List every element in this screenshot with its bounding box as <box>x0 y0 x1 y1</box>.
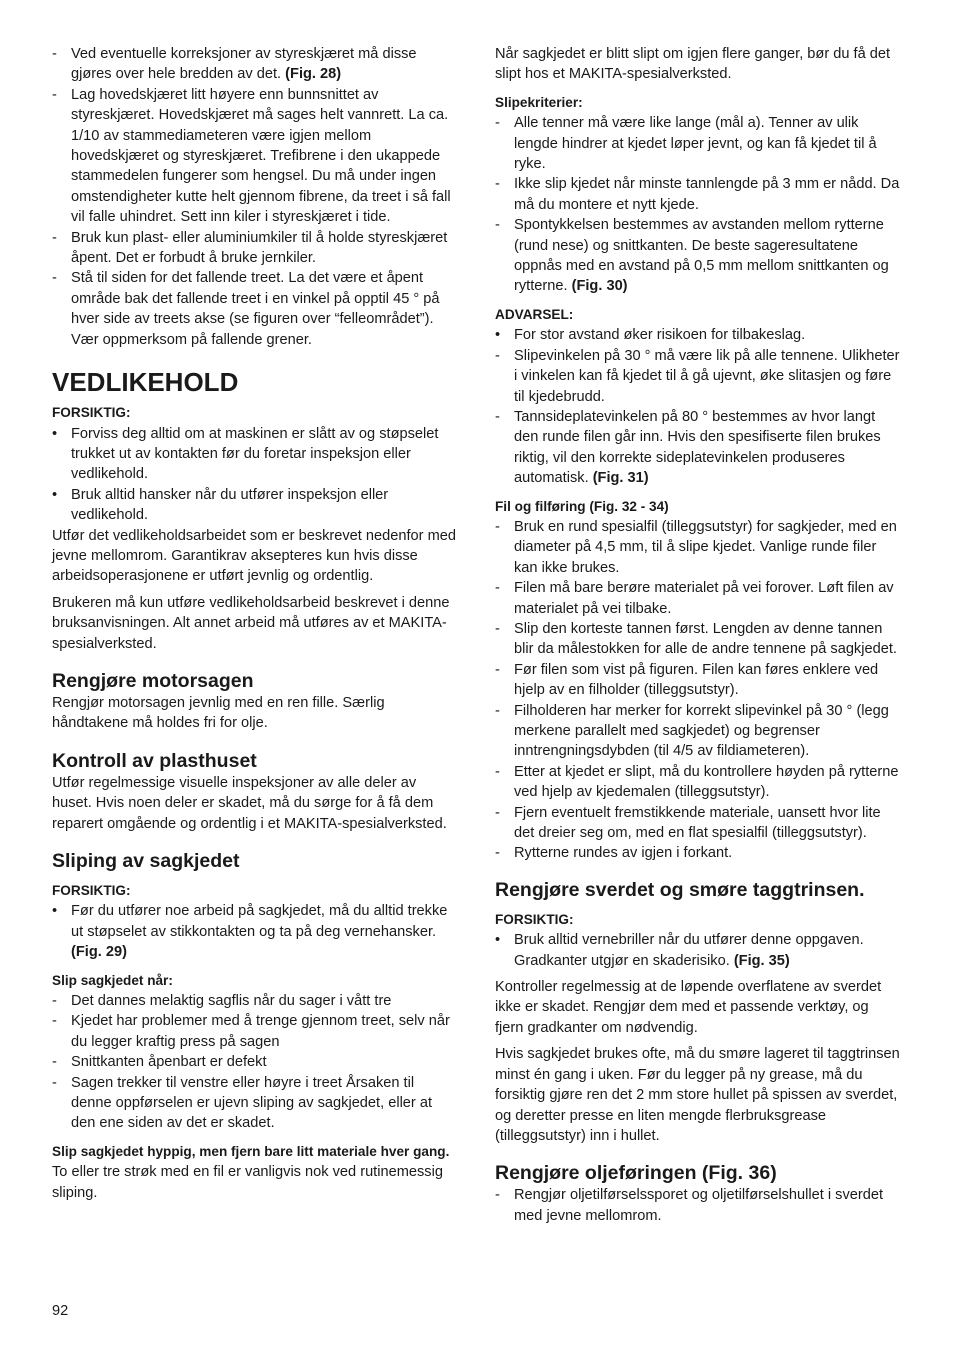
left-column <box>52 44 456 1203</box>
paragraph: Utfør regelmessige visuelle inspeksjoner av alle deler av huset. Hvis noen deler er skadet, må du sørge for å få dem reparert omgående og ordentlig i et MAKITA-spesialverksted. <box>52 774 447 832</box>
criteria-label: Slipekriterier: <box>495 94 583 110</box>
list-item: - Kjedet har problemer med å trenge gjennom treet, selv når du legger kraftig press på sagen <box>52 1013 450 1050</box>
list-item: - Lag hovedskjæret litt høyere enn bunnsnittet av styreskjæret. Hovedskjæret må sages helt vannrett. La ca. 1/10 av stammediameteren være igjen mellom hovedskjæret og styreskjæret. Trefibrene i den ukappede stammedelen fungerer som hengsel. Du må under ingen omstendigheter kutte helt gjennom fibrene, da treet i så fall vil falle uhindret. Sett inn kiler i styreskjæret i tide. <box>52 86 451 226</box>
list-item: - Snittkanten åpenbart er defekt <box>52 1054 267 1071</box>
list-item: - Før filen som vist på figuren. Filen kan føres enklere ved hjelp av en filholder (tilleggsutstyr). <box>495 661 879 699</box>
list-item: - Ved eventuelle korreksjoner av styreskjæret må disse gjøres over hele bredden av det. (Fig. 28) <box>52 46 417 83</box>
file-list <box>495 517 900 864</box>
list-item: - Stå til siden for det fallende treet. La det være et åpent område bak det fallende treet i en vinkel på opptil 45 ° på hver side av treets akse (se figuren over “felleområdet”). Vær oppmerksom på fallende grener. <box>52 270 440 348</box>
list-item: - Ikke slip kjedet når minste tannlengde på 3 mm er nådd. Da må du montere et nytt kjede. <box>495 176 900 213</box>
paragraph: Utfør det vedlikeholdsarbeidet som er beskrevet nedenfor med jevne mellomrom. Garantikrav aksepteres kun hvis disse arbeidsoperasjonene er utført jevnlig og ordentlig. <box>52 527 456 585</box>
list-item: • For stor avstand øker risikoen for tilbakeslag. <box>495 327 806 344</box>
list-item: - Fjern eventuelt fremstikkende materiale, uansett hvor lite det dreier seg om, med en flat spesialfil (tilleggsutstyr). <box>495 804 881 842</box>
right-column <box>495 44 900 1226</box>
caution-label: FORSIKTIG: <box>52 405 131 421</box>
list-item: • Bruk alltid hansker når du utfører inspeksjon eller vedlikehold. <box>52 486 389 524</box>
caution-list <box>52 424 456 526</box>
subsection-title: Rengjøre motorsagen <box>52 669 254 692</box>
list-item: - Alle tenner må være like lange (mål a). Tenner av ulik lengde hindrer at kjedet løper jevnt, og kan få kjedet til å ryke. <box>495 115 877 173</box>
criteria-list <box>495 113 900 297</box>
list-item: - Bruk kun plast- eller aluminiumkiler til å holde styreskjæret åpent. Det er forbudt å bruke jernkiler. <box>52 229 448 267</box>
list-item: - Sagen trekker til venstre eller høyre i treet Årsaken til denne oppførselen er ujevn sliping av sagkjedet, eller at den ene siden av det er skadet. <box>52 1074 433 1132</box>
section-title: VEDLIKEHOLD <box>52 367 239 398</box>
caution-label: FORSIKTIG: <box>52 883 131 898</box>
subsection-title: Rengjøre oljeføringen (Fig. 36) <box>495 1162 777 1185</box>
oil-list <box>495 1185 900 1226</box>
subsection-title: Rengjøre sverdet og smøre taggtrinsen. <box>495 878 865 901</box>
list-item: - Filen må bare berøre materialet på vei forover. Løft filen av materialet på vei tilbake. <box>495 580 894 617</box>
when-label: Slip sagkjedet når: <box>52 972 173 988</box>
list-item: • Før du utfører noe arbeid på sagkjedet, må du alltid trekke ut støpselet av stikkontakten og ta på deg vernehansker. (Fig. 29) <box>52 903 448 961</box>
list-item: - Bruk en rund spesialfil (tilleggsutstyr) for sagkjeder, med en diameter på 4,5 mm, til å slipe kjedet. Vanlige runde filer kan ikke brukes. <box>495 518 897 576</box>
list-item: - Tannsideplatevinkelen på 80 ° bestemmes av hvor langt den runde filen går inn. Hvis den spesifiserte filen brukes riktig, vil den korrekte sideplatevinkelen produseres automatisk. (Fig. 31) <box>495 408 881 487</box>
list-item: - Rengjør oljetilførselssporet og oljetilførselshullet i sverdet med jevne mellomrom. <box>495 1187 884 1224</box>
list-item: - Slip den korteste tannen først. Lengden av denne tannen blir da målestokken for alle de andre tennene på sagkjedet. <box>495 620 897 658</box>
subsection-title: Kontroll av plasthuset <box>52 749 257 772</box>
paragraph: Rengjør motorsagen jevnlig med en ren fille. Særlig håndtakene må holdes fri for olje. <box>52 694 385 732</box>
list-item: - Rytterne rundes av igjen i forkant. <box>495 845 733 862</box>
paragraph: Hvis sagkjedet brukes ofte, må du smøre lageret til taggtrinsen minst én gang i uken. Før du legger på ny grease, må du forsiktig gjøre ren det 2 mm store hullet på spissen av sverdet, og deretter presse en liten mengde flerbruksgrease (tilleggsutstyr) inn i hullet. <box>495 1046 900 1144</box>
warning-label: ADVARSEL: <box>495 306 574 322</box>
often-label: Slip sagkjedet hyppig, men fjern bare litt materiale hver gang. <box>52 1143 450 1159</box>
list-item: - Filholderen har merker for korrekt slipevinkel på 30 ° (legg merkene parallelt med sagkjedet) og begrenser inntrengningsdybden (til 4/5 av fildiameteren). <box>495 702 889 760</box>
page-number: 92 <box>52 1303 69 1319</box>
list-item: - Spontykkelsen bestemmes av avstanden mellom rytterne (rund nese) og snittkanten. De beste sageresultatene oppnås med en avstand på 0,5 mm mellom snittkanten og rytterne. (Fig. 30) <box>495 217 889 295</box>
list-item: • Forviss deg alltid om at maskinen er slått av og støpselet trukket ut av kontakten før du foretar inspeksjon eller vedlikehold. <box>52 425 439 483</box>
caution-list <box>495 930 900 971</box>
caution-list <box>52 901 456 962</box>
subsection-title: Sliping av sagkjedet <box>52 850 240 872</box>
list-item: - Etter at kjedet er slipt, må du kontrollere høyden på rytterne ved hjelp av kjedemalen (tilleggsutstyr). <box>495 763 899 801</box>
list-item: - Slipevinkelen på 30 ° må være lik på alle tennene. Ulikheter i vinkelen kan få kjedet til å gå ujevnt, øke slitasjen og føre til kjedebrudd. <box>495 347 900 405</box>
paragraph: To eller tre strøk med en fil er vanligvis nok ved rutinemessig sliping. <box>52 1164 443 1201</box>
list-item: - Det dannes melaktig sagflis når du sager i vått tre <box>52 993 392 1010</box>
caution-label: FORSIKTIG: <box>495 911 574 927</box>
paragraph: Når sagkjedet er blitt slipt om igjen flere ganger, bør du få det slipt hos et MAKITA-spesialverksted. <box>495 46 891 83</box>
file-label: Fil og filføring (Fig. 32 - 34) <box>495 498 669 514</box>
list-item: • Bruk alltid vernebriller når du utfører denne oppgaven. Gradkanter utgjør en skaderisiko. (Fig. 35) <box>495 932 864 969</box>
paragraph: Brukeren må kun utføre vedlikeholdsarbeid beskrevet i denne bruksanvisningen. Alt annet arbeid må utføres av et MAKITA-spesialverksted. <box>52 594 450 652</box>
warning-list <box>495 325 900 488</box>
felling-instructions-list <box>52 44 456 350</box>
paragraph: Kontroller regelmessig at de løpende overflatene av sverdet ikke er skadet. Rengjør dem med et passende verktøy, og fjern gradkanter om nødvendig. <box>495 979 882 1036</box>
when-list <box>52 991 456 1134</box>
